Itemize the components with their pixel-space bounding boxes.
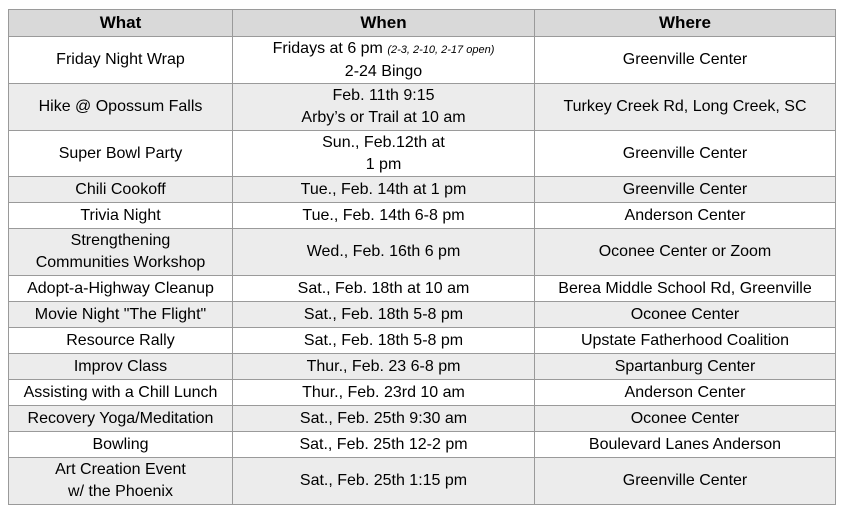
events-table [8, 9, 836, 505]
cell-what-line [13, 205, 228, 227]
cell-when [233, 37, 535, 84]
cell-what [9, 432, 233, 458]
cell-text: Friday Night Wrap [56, 51, 185, 68]
cell-where [535, 458, 836, 505]
cell-when-line [237, 107, 530, 129]
cell-where-line [539, 356, 831, 378]
cell-text: Communities Workshop [35, 254, 206, 271]
cell-where-line [539, 278, 831, 300]
cell-text: Strengthening [70, 232, 171, 249]
cell-what-line [13, 252, 228, 274]
cell-text: Fridays at 6 pm [272, 39, 383, 57]
cell-where [535, 84, 836, 131]
cell-what-line [13, 382, 228, 404]
cell-text: Tue., Feb. 14th at 1 pm [300, 180, 467, 198]
cell-where-line [539, 96, 831, 118]
header-what: What [9, 10, 233, 37]
table-row [9, 406, 836, 432]
cell-what-line [13, 179, 228, 201]
cell-text: Sat., Feb. 18th 5-8 pm [303, 331, 464, 349]
table-row [9, 328, 836, 354]
cell-text: Turkey Creek Rd, Long Creek, SC [563, 98, 807, 115]
cell-text: Greenville Center [622, 51, 748, 68]
cell-where [535, 432, 836, 458]
cell-where-line [539, 179, 831, 201]
cell-when-line [237, 278, 530, 300]
cell-what-line [13, 356, 228, 378]
cell-text: 1 pm [365, 155, 402, 173]
cell-what-line [13, 143, 228, 165]
cell-what [9, 229, 233, 276]
cell-text: Greenville Center [622, 472, 748, 489]
open-dates-note: (2-3, 2-10, 2-17 open) [387, 43, 495, 56]
cell-text: Movie Night "The Flight" [34, 305, 207, 323]
cell-text: Oconee Center or Zoom [598, 243, 772, 260]
cell-what [9, 177, 233, 203]
cell-when-line [237, 179, 530, 201]
cell-what [9, 131, 233, 177]
table-row [9, 458, 836, 505]
cell-what [9, 328, 233, 354]
cell-what [9, 302, 233, 328]
cell-text: Oconee Center [630, 409, 740, 427]
cell-when [233, 177, 535, 203]
cell-when [233, 354, 535, 380]
cell-when-line [237, 132, 530, 154]
cell-where-line [539, 408, 831, 430]
cell-what-line [13, 481, 228, 503]
cell-text: Sun., Feb.12th at [322, 133, 445, 151]
cell-when-line [237, 434, 530, 456]
table-row [9, 276, 836, 302]
cell-where [535, 276, 836, 302]
cell-what [9, 458, 233, 505]
cell-text: Hike @ Opossum Falls [38, 98, 203, 115]
cell-where [535, 37, 836, 84]
cell-text: Wed., Feb. 16th 6 pm [306, 243, 461, 260]
cell-when-line [237, 154, 530, 176]
cell-where-line [539, 382, 831, 404]
cell-text: Berea Middle School Rd, Greenville [558, 279, 812, 297]
table-row [9, 203, 836, 229]
cell-when [233, 302, 535, 328]
cell-when-line [237, 382, 530, 404]
cell-text: Sat., Feb. 25th 12-2 pm [299, 435, 468, 453]
cell-what [9, 354, 233, 380]
cell-where [535, 229, 836, 276]
cell-what [9, 406, 233, 432]
cell-when [233, 406, 535, 432]
cell-where [535, 354, 836, 380]
cell-when [233, 458, 535, 505]
cell-what-line [13, 434, 228, 456]
cell-text: Improv Class [73, 357, 168, 375]
header-when: When [233, 10, 535, 37]
cell-what-line [13, 304, 228, 326]
cell-what-line [13, 96, 228, 118]
cell-when [233, 276, 535, 302]
table-row [9, 302, 836, 328]
cell-text: Greenville Center [622, 180, 748, 198]
cell-text: 2-24 Bingo [344, 62, 423, 80]
cell-what [9, 203, 233, 229]
cell-text: Anderson Center [624, 206, 746, 224]
cell-when [233, 380, 535, 406]
cell-where-line [539, 49, 831, 71]
cell-text: Sat., Feb. 18th 5-8 pm [303, 305, 464, 323]
cell-where [535, 131, 836, 177]
cell-where-line [539, 330, 831, 352]
cell-text: Arby’s or Trail at 10 am [301, 109, 466, 126]
cell-text: w/ the Phoenix [68, 483, 173, 500]
table-row [9, 131, 836, 177]
cell-text: Resource Rally [66, 331, 175, 349]
cell-where [535, 380, 836, 406]
cell-text: Feb. 11th 9:15 [332, 87, 435, 104]
cell-when [233, 229, 535, 276]
cell-text: Tue., Feb. 14th 6-8 pm [302, 206, 465, 224]
table-row [9, 380, 836, 406]
cell-text: Bowling [92, 435, 149, 453]
cell-text: Assisting with a Chill Lunch [23, 383, 218, 401]
table-row [9, 354, 836, 380]
cell-where-line [539, 241, 831, 263]
cell-text: Upstate Fatherhood Coalition [580, 331, 790, 349]
table-row [9, 229, 836, 276]
cell-when [233, 328, 535, 354]
header-where: Where [535, 10, 836, 37]
cell-where [535, 203, 836, 229]
cell-text: Anderson Center [624, 383, 746, 401]
cell-text: Chili Cookoff [75, 180, 166, 198]
cell-when-line [237, 61, 530, 83]
cell-where-line [539, 304, 831, 326]
cell-where [535, 177, 836, 203]
cell-when-line [237, 470, 530, 492]
cell-text: Trivia Night [80, 206, 161, 224]
cell-when-line [237, 241, 530, 263]
cell-what-line [13, 278, 228, 300]
cell-text: Sat., Feb. 18th at 10 am [297, 279, 470, 297]
cell-what-line [13, 408, 228, 430]
cell-where-line [539, 143, 831, 165]
cell-text: Thur., Feb. 23 6-8 pm [306, 357, 461, 375]
cell-when [233, 131, 535, 177]
cell-what-line [13, 459, 228, 481]
cell-text: Spartanburg Center [614, 357, 756, 375]
table-row [9, 177, 836, 203]
cell-where-line [539, 434, 831, 456]
cell-where-line [539, 205, 831, 227]
cell-where-line [539, 470, 831, 492]
cell-when-line [237, 205, 530, 227]
table-row [9, 37, 836, 84]
cell-what [9, 84, 233, 131]
cell-what [9, 37, 233, 84]
cell-where [535, 302, 836, 328]
cell-when-line [237, 85, 530, 107]
cell-what [9, 380, 233, 406]
header-row [9, 10, 836, 37]
cell-text: Adopt-a-Highway Cleanup [27, 279, 214, 297]
cell-when [233, 84, 535, 131]
table-row [9, 432, 836, 458]
cell-what-line [13, 230, 228, 252]
cell-text: Recovery Yoga/Meditation [27, 409, 214, 427]
cell-what-line [13, 330, 228, 352]
cell-when [233, 432, 535, 458]
cell-when [233, 203, 535, 229]
cell-when-line [237, 356, 530, 378]
cell-text: Oconee Center [630, 305, 740, 323]
cell-text: Greenville Center [622, 144, 748, 162]
cell-text: Boulevard Lanes Anderson [588, 435, 782, 453]
cell-where [535, 406, 836, 432]
cell-what-line [13, 49, 228, 71]
table-row [9, 84, 836, 131]
cell-text: Art Creation Event [55, 461, 186, 478]
cell-when-line [237, 38, 530, 61]
cell-where [535, 328, 836, 354]
cell-text: Sat., Feb. 25th 1:15 pm [299, 472, 468, 489]
cell-what [9, 276, 233, 302]
cell-text: Thur., Feb. 23rd 10 am [302, 383, 465, 401]
cell-when-line [237, 330, 530, 352]
cell-when-line [237, 408, 530, 430]
cell-when-line [237, 304, 530, 326]
cell-text: Sat., Feb. 25th 9:30 am [299, 409, 468, 427]
cell-text: Super Bowl Party [58, 144, 183, 162]
